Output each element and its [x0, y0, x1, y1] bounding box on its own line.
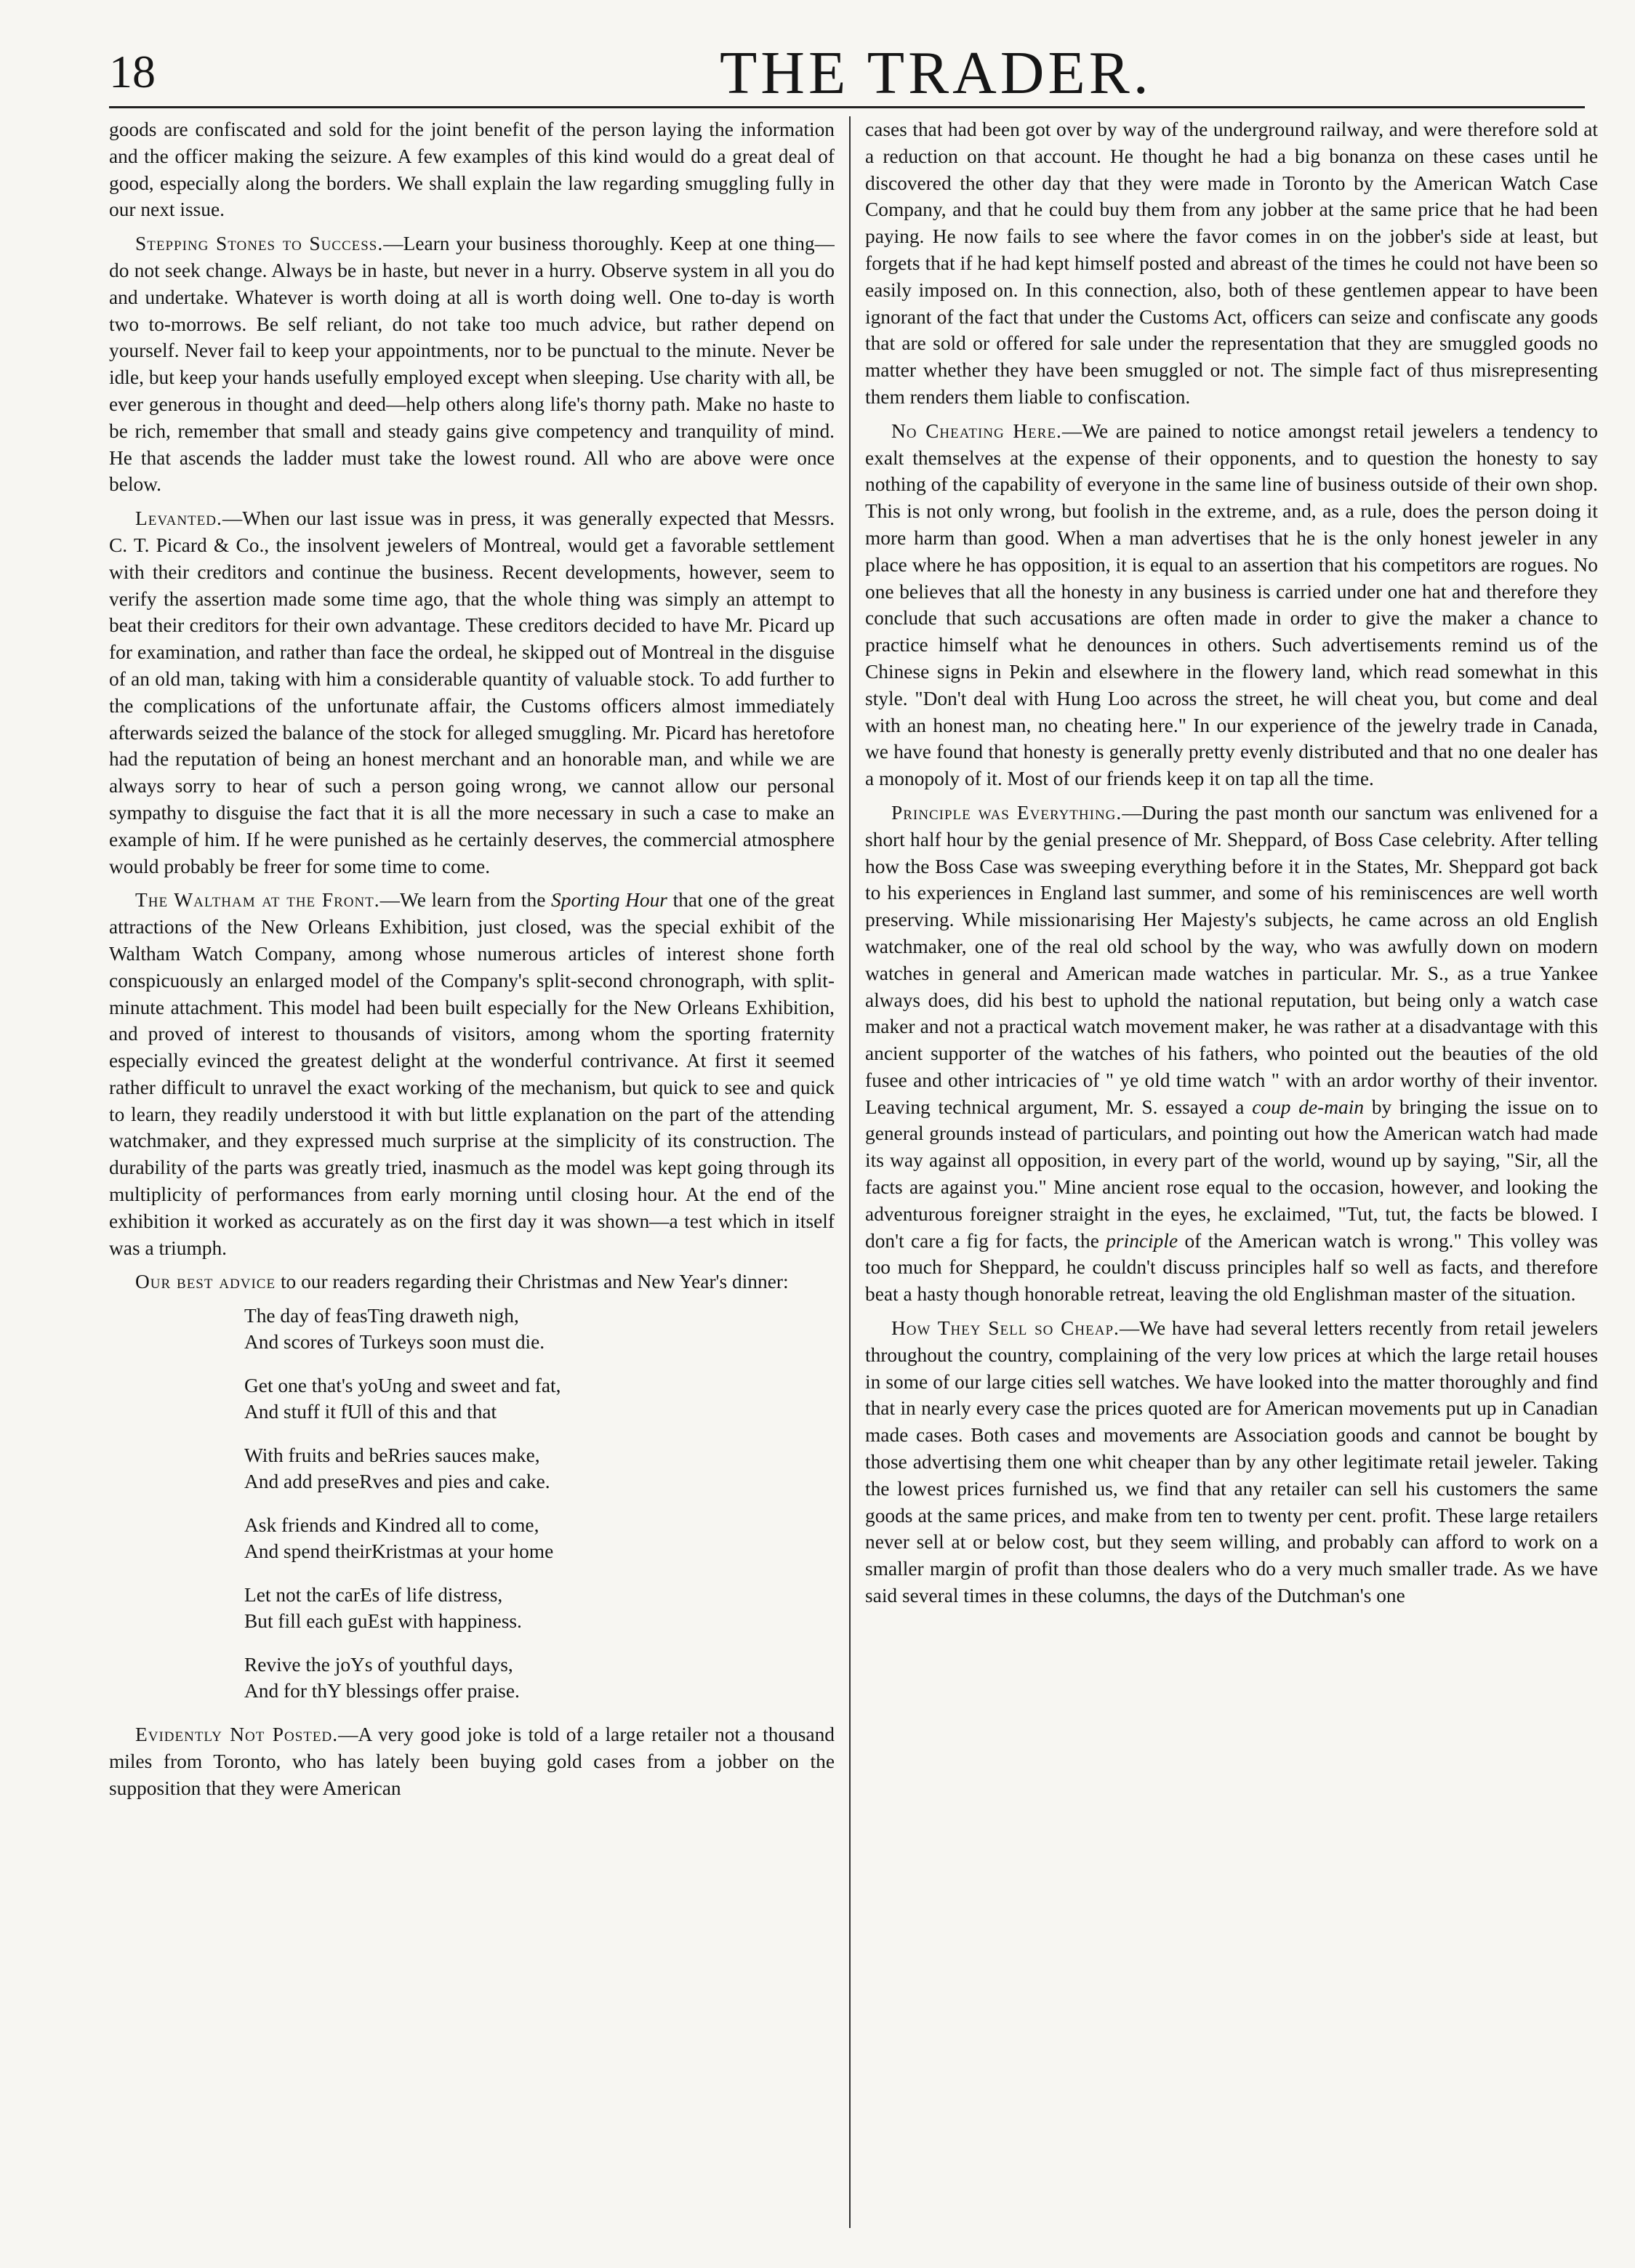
- article-body: —Learn your business thoroughly. Keep at one thing—do not seek change. Always be in haste, but never in a hurry. Observe system in all you do and undertake. Whatever is worth doing at all is worth doing well. One to-day is worth two to-morrows. Be self reliant, do not take too much advice, but rather depend on yourself. Never fail to keep your appointments, nor to be punctual to the minute. Never be idle, but keep your hands usefully employed except when sleeping. Use charity with all, be ever generous in thought and deed—help others along life's thorny path. Make no haste to be rich, remember that small and steady gains give competency and tranquility of mind. He that ascends the ladder must take the lowest round. All who are above were once below.: [109, 233, 835, 496]
- page-header: [109, 38, 1607, 108]
- poem-line: And stuff it fUll of this and that: [244, 1401, 497, 1423]
- poem-line: And spend theirKristmas at your home: [244, 1540, 554, 1563]
- article-principle-was-everything: [865, 800, 1598, 1308]
- article-continuation: goods are confiscated and sold for the joint benefit of the person laying the information and the officer making the seizure. A few examples of this kind would do a great deal of good, especially along the borders. We shall explain the law regarding smuggling fully in our next issue.: [109, 118, 835, 221]
- article-body: to our readers regarding their Christmas and New Year's dinner:: [276, 1271, 789, 1293]
- article-body: —During the past month our sanctum was enlivened for a short half hour by the genial presence of Mr. Sheppard, of Boss Case celebrity. After telling how the Boss Case was sweeping everything before it in the States, Mr. Sheppard got back to his experiences in England last summer, and some of his reminiscences are well worth preserving. While missionarising Her Majesty's subjects, he came across an old English watchmaker, one of the real old school by the way, who was awfully down on modern watches in general and American made watches in particular. Mr. S., as a true Yankee always does, did his best to uphold the national reputation, but being only a watch case maker and not a practical watch movement maker, he was rather at a disadvantage with this ancient supporter of the watches of his fathers, who pointed out the beauties of the old fusee and other intricacies of " ye old time watch " with an ardor worthy of their inventor. Leaving technical argument, Mr. S. essayed a: [865, 801, 1598, 1118]
- article-body: by bringing the issue on to general grounds instead of particulars, and pointing out how the American watch had made its way against all opposition, in every part of the world, wound up by saying, "Sir, all the facts are against you." Mine ancient rose equal to the occasion, however, and looking the adventurous foreigner straight in the eyes, he exclaimed, "Tut, tut, the facts be blowed. I don't care a fig for facts, the: [865, 1095, 1598, 1252]
- left-column: [109, 116, 835, 2224]
- publication-name: Sporting Hour: [551, 889, 667, 912]
- poem-line: And add preseRves and pies and cake.: [244, 1471, 550, 1493]
- poem-line: The day of feasTing draweth nigh,: [244, 1305, 519, 1327]
- page-number: 18: [109, 46, 156, 97]
- poem-line: But fill each guEst with happiness.: [244, 1610, 522, 1633]
- article-heading: Stepping Stones to Success.: [135, 233, 384, 255]
- article-heading: No Cheating Here.: [891, 419, 1062, 442]
- poem-line: With fruits and beRries sauces make,: [244, 1444, 540, 1467]
- poem-stanza: [244, 1303, 835, 1355]
- article-heading: Principle was Everything.: [891, 801, 1122, 824]
- article-body: —A very good joke is told of a large retailer not a thousand miles from Toronto, who has lately been buying gold cases from a jobber on the supposition that they were American: [109, 1724, 835, 1799]
- poem-stanza: [244, 1582, 835, 1634]
- poem-stanza: [244, 1372, 835, 1425]
- italic-phrase: principle: [1106, 1229, 1178, 1252]
- article-heading: Our best advice: [135, 1271, 276, 1293]
- article-heading: Evidently Not Posted.: [135, 1724, 339, 1746]
- article-heading: Levanted.: [135, 507, 222, 530]
- article-evidently-not-posted: [109, 1721, 835, 1801]
- article-levanted: [109, 505, 835, 880]
- italic-phrase: coup de-main: [1252, 1095, 1365, 1118]
- right-column: [865, 116, 1598, 2224]
- poem-stanza: [244, 1442, 835, 1495]
- article-waltham: [109, 887, 835, 1261]
- poem-line: Let not the carEs of life distress,: [244, 1584, 503, 1606]
- poem-stanza: [244, 1512, 835, 1564]
- article-continuation: cases that had been got over by way of the underground railway, and were therefore sold at a reduction on that account. He thought he had a big bonanza on these cases until he discovered the other day that they were made in Toronto by the American Watch Case Company, and that he could buy them from any jobber at the same price that he had been paying. He now fails to see where the favor comes in on the jobber's side at least, but forgets that if he had kept himself posted and abreast of the times he could not have been so easily imposed on. In this connection, also, both of these gentlemen appear to have been ignorant of the fact that under the Customs Act, officers can seize and confiscate any goods that are sold or offered for sale under the representation that they are smuggled goods no matter whether they have been smuggled or not. The simple fact of thus misrepresenting them renders them liable to confiscation.: [865, 118, 1598, 408]
- masthead-title: THE TRADER.: [720, 39, 1152, 107]
- article-our-best-advice: [109, 1268, 835, 1295]
- article-body: of the American watch is wrong." This volley was too much for Sheppard, he couldn't discuss principles half so well as facts, and therefore beat a hasty though honorable retreat, leaving the old Englishman master of the situation.: [865, 1229, 1598, 1306]
- header-rule: [109, 106, 1585, 108]
- article-how-they-sell-so-cheap: [865, 1315, 1598, 1609]
- poem-line: Get one that's yoUng and sweet and fat,: [244, 1375, 561, 1397]
- article-heading: The Waltham at the Front.: [135, 889, 380, 912]
- poem-stanza: [244, 1652, 835, 1704]
- article-stepping-stones: [109, 230, 835, 498]
- poem-line: Revive the joYs of youthful days,: [244, 1654, 513, 1676]
- article-body: —When our last issue was in press, it was generally expected that Messrs. C. T. Picard & Co., the insolvent jewelers of Montreal, would get a favorable settlement with their creditors and continue the business. Recent developments, however, seem to verify the assertion made some time ago, that the whole thing was simply an attempt to beat their creditors for their own advantage. These creditors decided to have Mr. Picard up for examination, and rather than face the ordeal, he skipped out of Montreal in the disguise of an old man, taking with him a considerable quantity of valuable stock. To add further to the complications of the unfortunate affair, the Customs officers almost immediately afterwards seized the balance of the stock for alleged smuggling. Mr. Picard has heretofore had the reputation of being an honest merchant and an honorable man, and while we are always sorry to hear of such a person going wrong, we cannot allow our personal sympathy to disguise the fact that it is all the more necessary in such a case to make an example of him. If he were punished as he certainly deserves, the commercial atmosphere would probably be freer for some time to come.: [109, 507, 835, 877]
- article-body: —We are pained to notice amongst retail jewelers a tendency to exalt themselves at the expense of their opponents, and to question the honesty to say nothing of the capability of everyone in the same line of business outside of their own shop. This is not only wrong, but foolish in the extreme, and, as a rule, does the person doing it more harm than good. When a man advertises that he is the only honest jeweler in any place where he has opposition, it is equal to an assertion that his competitors are rogues. No one believes that all the honesty in any business is carried under one hat and therefore they conclude that such accusations are often made in order to give the maker a chance to practice himself what he denounces in others. Such advertisements remind us of the Chinese signs in Pekin and elsewhere in the flowery land, which read somewhat in this style. "Don't deal with Hung Loo across the street, he will cheat you, but come and deal with an honest man, no cheating here." In our experience of the jewelry trade in Canada, we have found that honesty is generally pretty evenly distributed and that no one dealer has a monopoly of it. Most of our friends keep it on tap all the time.: [865, 419, 1598, 790]
- article-body: —We learn from the: [379, 889, 552, 912]
- poem-line: And scores of Turkeys soon must die.: [244, 1331, 545, 1354]
- poem-line: Ask friends and Kindred all to come,: [244, 1514, 539, 1537]
- article-heading: How They Sell so Cheap.: [891, 1317, 1120, 1340]
- acrostic-poem: [244, 1303, 835, 1704]
- poem-line: And for thY blessings offer praise.: [244, 1680, 520, 1702]
- article-body: that one of the great attractions of the New Orleans Exhibition, just closed, was the special exhibit of the Waltham Watch Company, among whose numerous articles of interest shone forth conspicuously an enlarged model of the Company's split-second chronograph, with split-minute attachment. This model had been built especially for the New Orleans Exhibition, and proved of interest to thousands of visitors, among whom the sporting fraternity especially evinced the greatest delight at the wonderful contrivance. At first it seemed rather difficult to unravel the exact working of the mechanism, but quick to see and quick to learn, they readily understood it with but little explanation on the part of the attending watchmaker, and they expressed much surprise at the simplicity of its construction. The durability of the parts was greatly tried, inasmuch as the model was kept going through its multiplicity of performances from early morning until closing hour. At the end of the exhibition it worked as accurately as on the first day it was shown—a test which in itself was a triumph.: [109, 889, 835, 1259]
- column-divider: [849, 116, 851, 2228]
- article-no-cheating-here: [865, 418, 1598, 792]
- article-body: —We have had several letters recently from retail jewelers throughout the country, complaining of the very low prices at which the large retail houses in some of our large cities sell watches. We have looked into the matter thoroughly and find that in nearly every case the prices quoted are for American movements put up in Canadian made cases. Both cases and movements are Association goods and cannot be bought by those advertising them one whit cheaper than by any other legitimate retail jeweler. Taking the lowest prices furnished us, we find that any retailer can sell his customers the same goods at the same prices, and make from ten to twenty per cent. profit. These large retailers never sell at or below cost, but they seem willing, and probably can afford to work on a smaller margin of profit than those dealers who do a very much smaller trade. As we have said several times in these columns, the days of the Dutchman's one: [865, 1317, 1598, 1607]
